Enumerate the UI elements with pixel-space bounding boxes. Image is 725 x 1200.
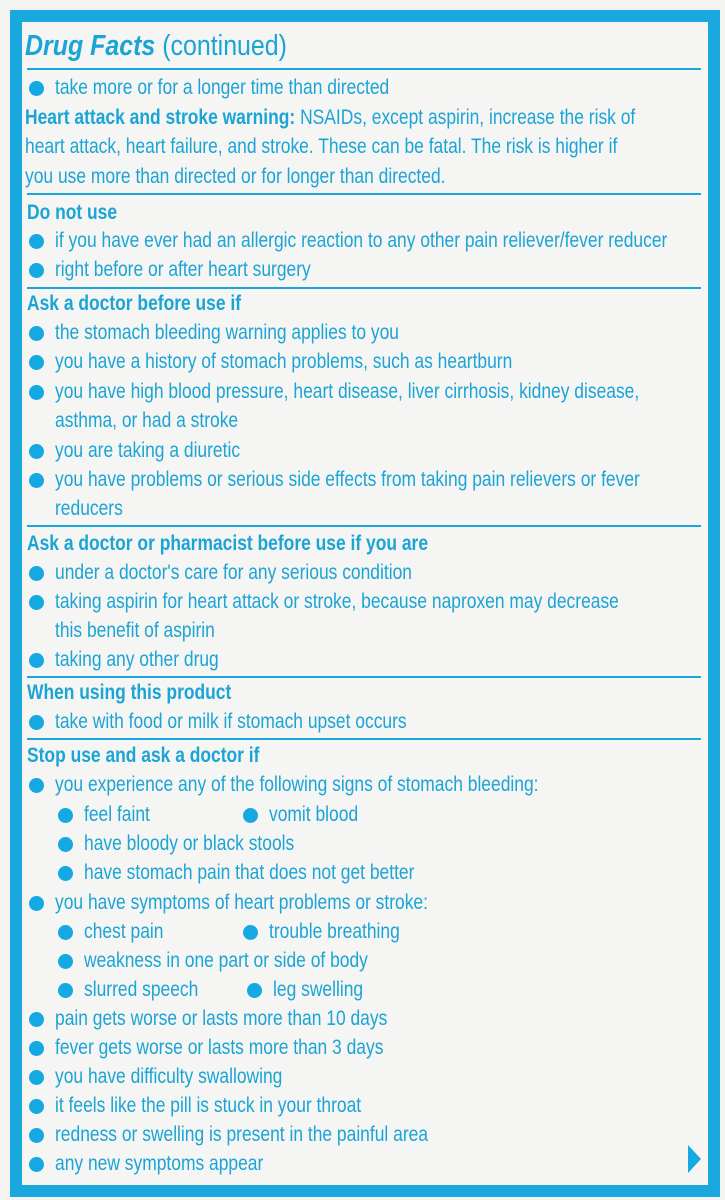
list-item: taking any other drug — [55, 648, 219, 671]
list-item: you have problems or serious side effects from taking pain relievers or fever — [55, 468, 640, 491]
bullet-icon — [247, 983, 262, 998]
list-item: you experience any of the following signs of stomach bleeding: — [55, 773, 539, 796]
list-item: you have difficulty swallowing — [55, 1065, 283, 1088]
list-item: you have a history of stomach problems, such as heartburn — [55, 350, 513, 373]
bullet-icon — [29, 1041, 44, 1056]
list-item: taking aspirin for heart attack or stroke, because naproxen may decrease — [55, 590, 619, 613]
list-item: you are taking a diuretic — [55, 439, 241, 462]
list-item: fever gets worse or lasts more than 3 days — [55, 1036, 384, 1059]
bullet-icon — [29, 778, 44, 793]
warning-line: you use more than directed or for longer than directed. — [25, 165, 446, 188]
warning-line: Heart attack and stroke warning: NSAIDs, except aspirin, increase the risk of — [25, 106, 636, 129]
sub-list-item: have bloody or black stools — [84, 832, 295, 855]
list-item: it feels like the pill is stuck in your throat — [55, 1094, 362, 1117]
sub-list-item: chest pain — [84, 920, 164, 943]
bullet-icon — [29, 653, 44, 668]
section-heading-ask-doctor: Ask a doctor before use if — [27, 292, 242, 315]
divider — [27, 68, 701, 70]
bullet-icon — [58, 925, 73, 940]
list-item: take with food or milk if stomach upset occurs — [55, 710, 407, 733]
list-item: you have symptoms of heart problems or stroke: — [55, 891, 428, 914]
section-heading-ask-pharmacist: Ask a doctor or pharmacist before use if you are — [27, 532, 429, 555]
bullet-icon — [58, 954, 73, 969]
bullet-icon — [243, 808, 258, 823]
continue-arrow-icon — [688, 1145, 701, 1173]
bullet-icon — [29, 81, 44, 96]
page-title — [25, 28, 287, 64]
bullet-icon — [58, 866, 73, 881]
list-item: if you have ever had an allergic reaction to any other pain reliever/fever reducer — [55, 229, 668, 252]
bullet-icon — [29, 444, 44, 459]
sub-list-item: feel faint — [84, 803, 150, 826]
title-continued: (continued) — [155, 30, 287, 62]
list-item-continued: this benefit of aspirin — [55, 619, 215, 642]
bullet-icon — [29, 1157, 44, 1172]
bullet-icon — [29, 1070, 44, 1085]
bullet-icon — [29, 263, 44, 278]
sub-list-item: trouble breathing — [269, 920, 400, 943]
title-drug-facts: Drug Facts — [25, 30, 156, 62]
bullet-icon — [29, 595, 44, 610]
bullet-icon — [58, 808, 73, 823]
section-heading-do-not-use: Do not use — [27, 201, 118, 224]
section-heading-stop-use: Stop use and ask a doctor if — [27, 744, 260, 767]
sub-list-item: slurred speech — [84, 978, 199, 1001]
bullet-icon — [29, 326, 44, 341]
warning-line: heart attack, heart failure, and stroke. These can be fatal. The risk is higher if — [25, 135, 618, 158]
list-item: under a doctor's care for any serious condition — [55, 561, 412, 584]
bullet-icon — [29, 1128, 44, 1143]
list-item: right before or after heart surgery — [55, 258, 311, 281]
bullet-icon — [29, 566, 44, 581]
list-item: redness or swelling is present in the painful area — [55, 1123, 429, 1146]
sub-list-item: leg swelling — [273, 978, 364, 1001]
list-item: you have high blood pressure, heart disease, liver cirrhosis, kidney disease, — [55, 380, 640, 403]
bullet-icon — [29, 355, 44, 370]
bullet-icon — [243, 925, 258, 940]
divider — [27, 738, 701, 740]
sub-list-item: vomit blood — [269, 803, 359, 826]
divider — [27, 676, 701, 678]
bullet-icon — [58, 983, 73, 998]
sub-list-item: have stomach pain that does not get better — [84, 861, 415, 884]
list-item: take more or for a longer time than directed — [55, 76, 390, 99]
divider — [27, 193, 701, 195]
divider — [27, 525, 701, 527]
bullet-icon — [29, 234, 44, 249]
bullet-icon — [29, 385, 44, 400]
list-item: pain gets worse or lasts more than 10 days — [55, 1007, 388, 1030]
section-heading-when-using: When using this product — [27, 681, 232, 704]
list-item: any new symptoms appear — [55, 1152, 264, 1175]
bullet-icon — [29, 1012, 44, 1027]
bullet-icon — [29, 896, 44, 911]
bullet-icon — [29, 715, 44, 730]
list-item-continued: reducers — [55, 497, 123, 520]
warning-label: Heart attack and stroke warning: — [25, 106, 296, 129]
divider — [27, 287, 701, 289]
sub-list-item: weakness in one part or side of body — [84, 949, 368, 972]
bullet-icon — [29, 473, 44, 488]
list-item: the stomach bleeding warning applies to you — [55, 321, 399, 344]
list-item-continued: asthma, or had a stroke — [55, 409, 239, 432]
bullet-icon — [29, 1099, 44, 1114]
bullet-icon — [58, 837, 73, 852]
